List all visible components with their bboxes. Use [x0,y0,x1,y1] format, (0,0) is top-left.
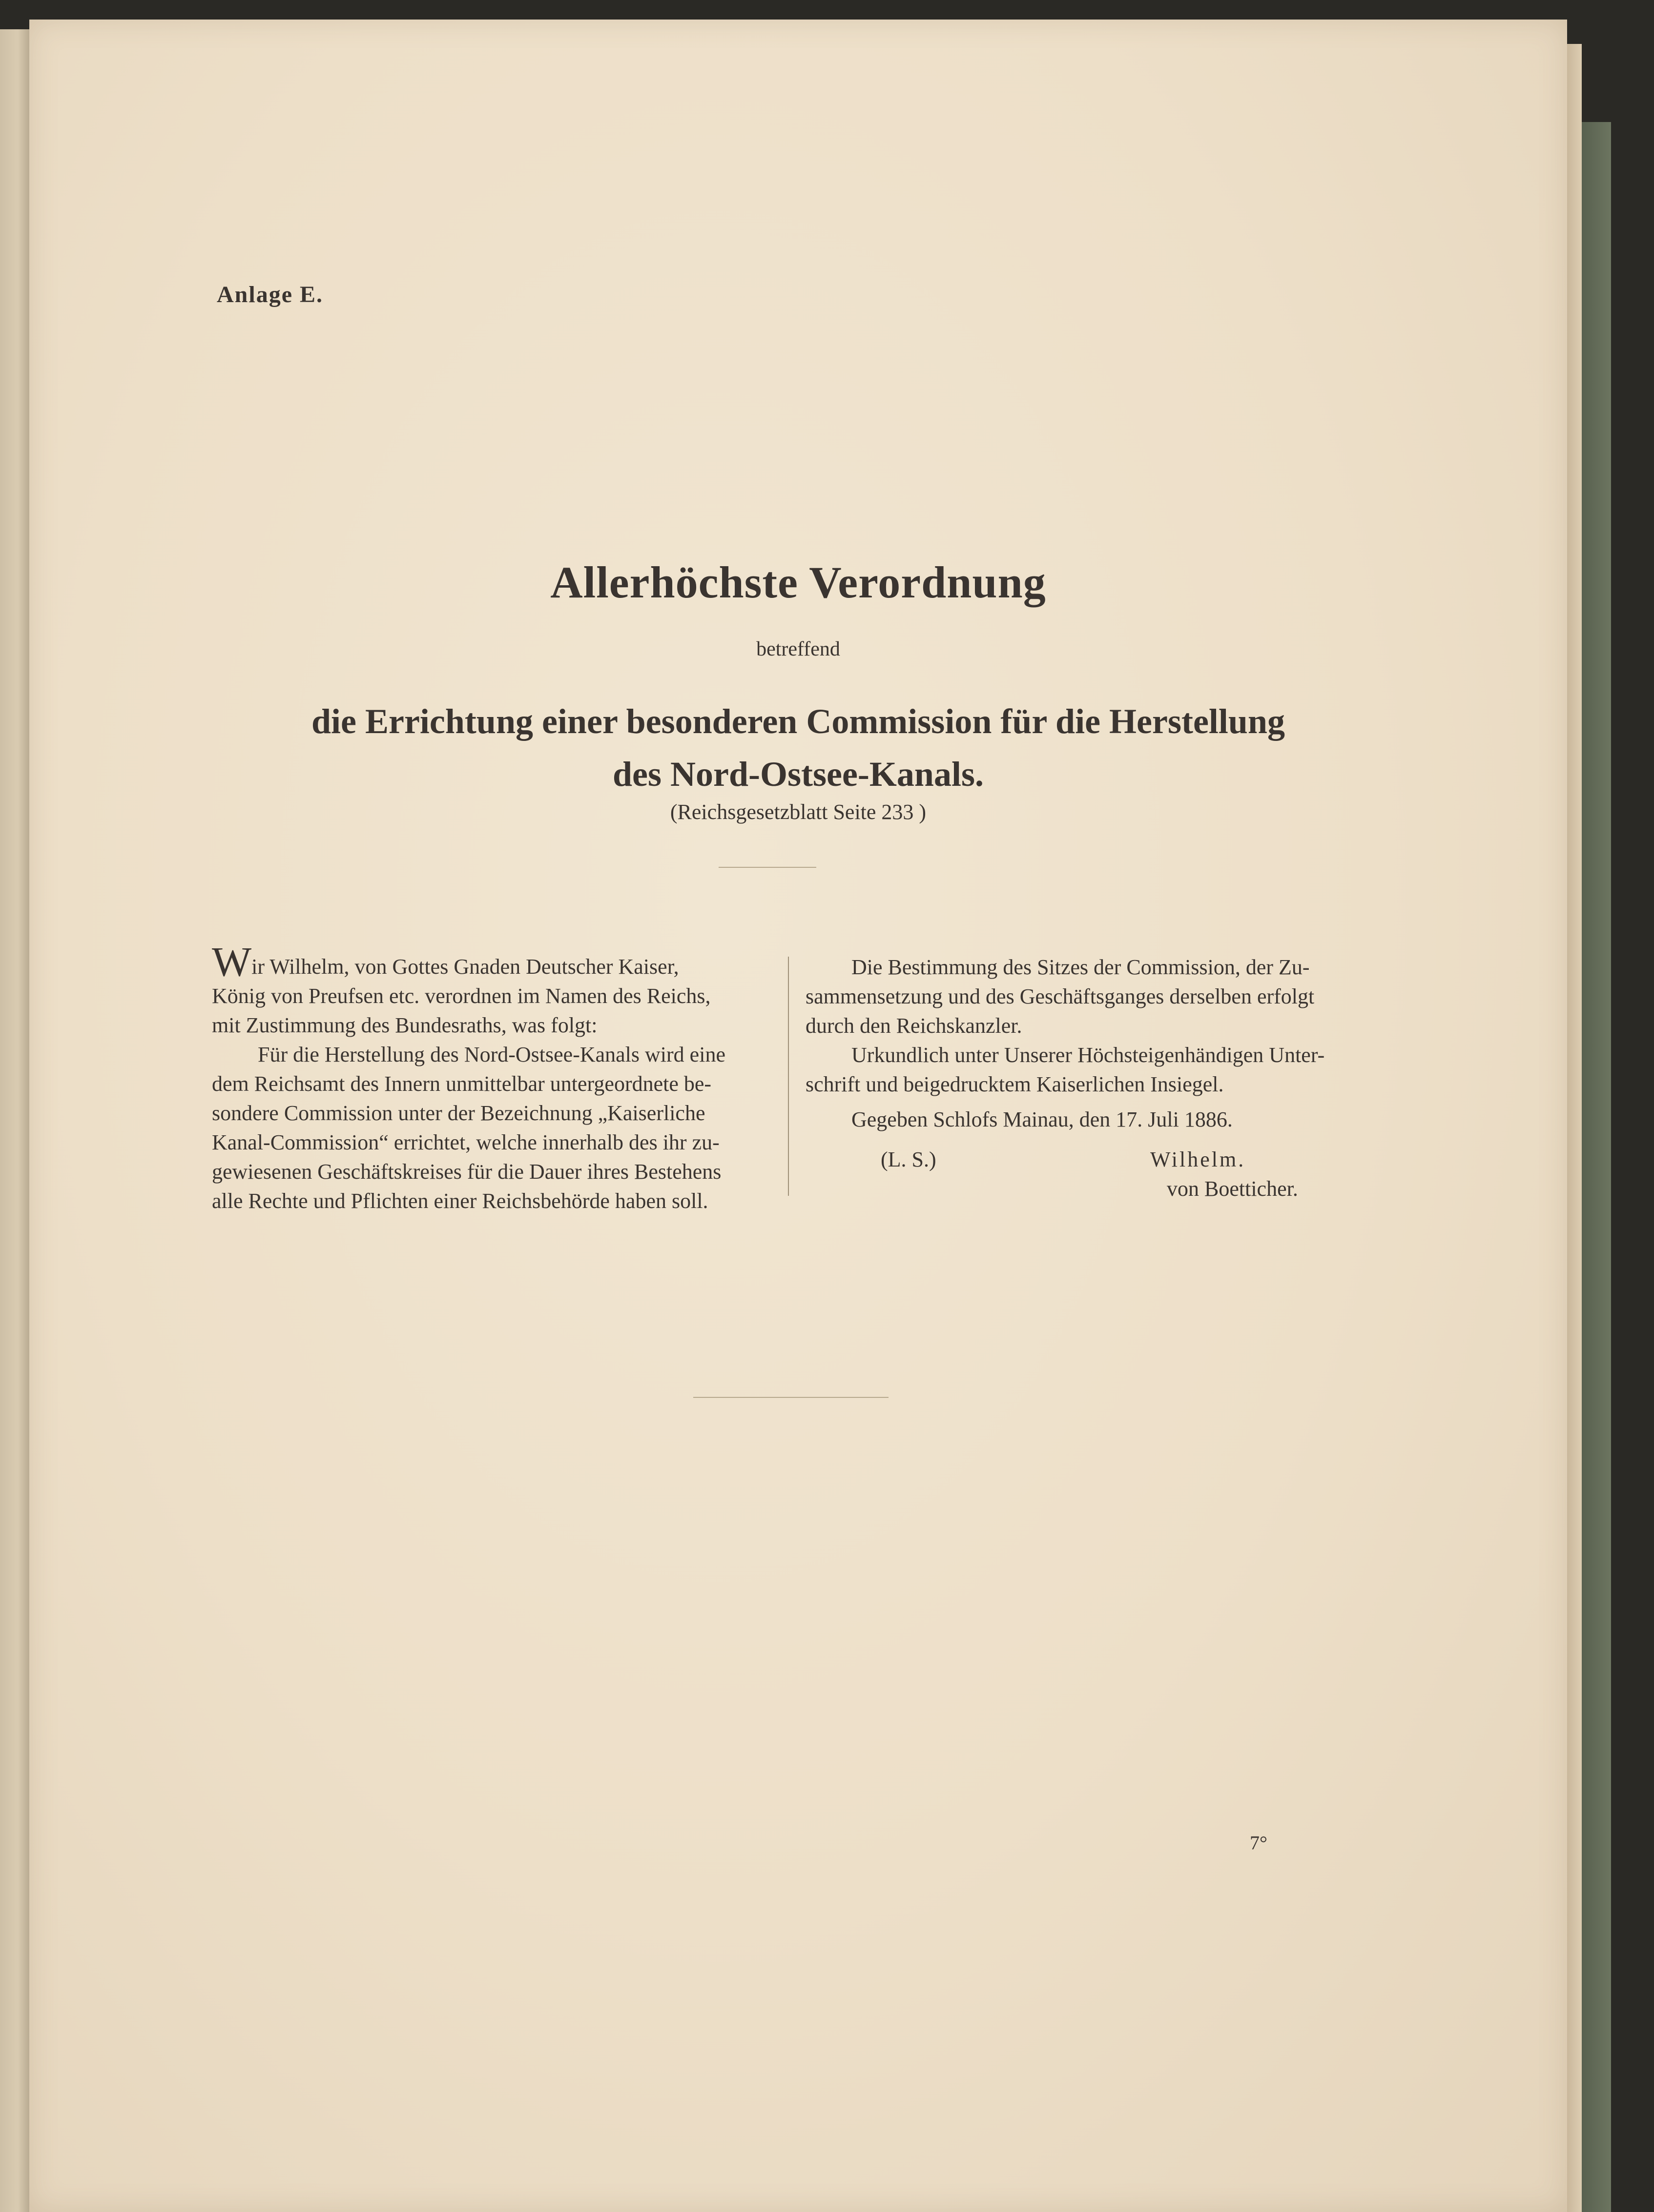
text-line: Die Bestimmung des Sitzes der Commission, der Zu- [851,955,1310,979]
left-column [212,938,768,1216]
text-line: sondere Commission unter der Bezeichnung „Kaiserliche [212,1101,705,1125]
source-reference: (Reichsgesetzblatt Seite 233 ) [670,800,927,824]
right-column [806,953,1357,1208]
concerning-label: betreffend [756,638,840,660]
page-stack-edge [1567,44,1582,2212]
text-line: Für die Herstellung des Nord-Ostsee-Kanals wird eine [258,1043,725,1066]
page-number: 7° [1250,1832,1267,1854]
text-line: schrift und beigedrucktem Kaiserlichen Insiegel. [806,1072,1224,1096]
text-line: König von Preufsen etc. verordnen im Namen des Reichs, [212,984,711,1008]
signatory: Wilhelm. [1150,1147,1246,1171]
subject-line: des Nord-Ostsee-Kanals. [613,755,984,794]
text-line: ir Wilhelm, von Gottes Gnaden Deutscher Kaiser, [251,955,679,979]
opening-line [212,938,768,985]
text-line: Kanal-Commission“ errichtet, welche innerhalb des ihr zu- [212,1130,720,1154]
signature-block [806,1145,1357,1208]
facing-page-edge [0,29,29,2212]
separator-rule [719,867,816,868]
text-line: Urkundlich unter Unserer Höchsteigenhändigen Unter- [851,1043,1325,1067]
text-line: sammensetzung und des Geschäftsganges derselben erfolgt [806,984,1315,1008]
document-title: Allerhöchste Verordnung [550,557,1046,607]
drop-initial: W [212,938,252,985]
document-subject [29,695,1567,800]
text-line: mit Zustimmung des Bundesraths, was folgt: [212,1013,598,1037]
closing-rule [693,1397,889,1398]
subject-line: die Errichtung einer besonderen Commission für die Herstellung [311,702,1285,741]
text-line: gewiesenen Geschäftskreises für die Dauer ihres Bestehens [212,1160,722,1184]
text-line: dem Reichsamt des Innern unmittelbar untergeordnete be- [212,1072,712,1096]
column-divider [788,957,789,1196]
book-cover-edge [1582,122,1611,2212]
text-line: alle Rechte und Pflichten einer Reichsbehörde haben soll. [212,1189,708,1213]
seal-mark: (L. S.) [881,1147,936,1171]
annex-label: Anlage E. [217,282,324,307]
countersignatory: von Boetticher. [1167,1177,1298,1201]
date-line: Gegeben Schlofs Mainau, den 17. Juli 1886. [851,1107,1233,1131]
text-line: durch den Reichskanzler. [806,1014,1022,1038]
